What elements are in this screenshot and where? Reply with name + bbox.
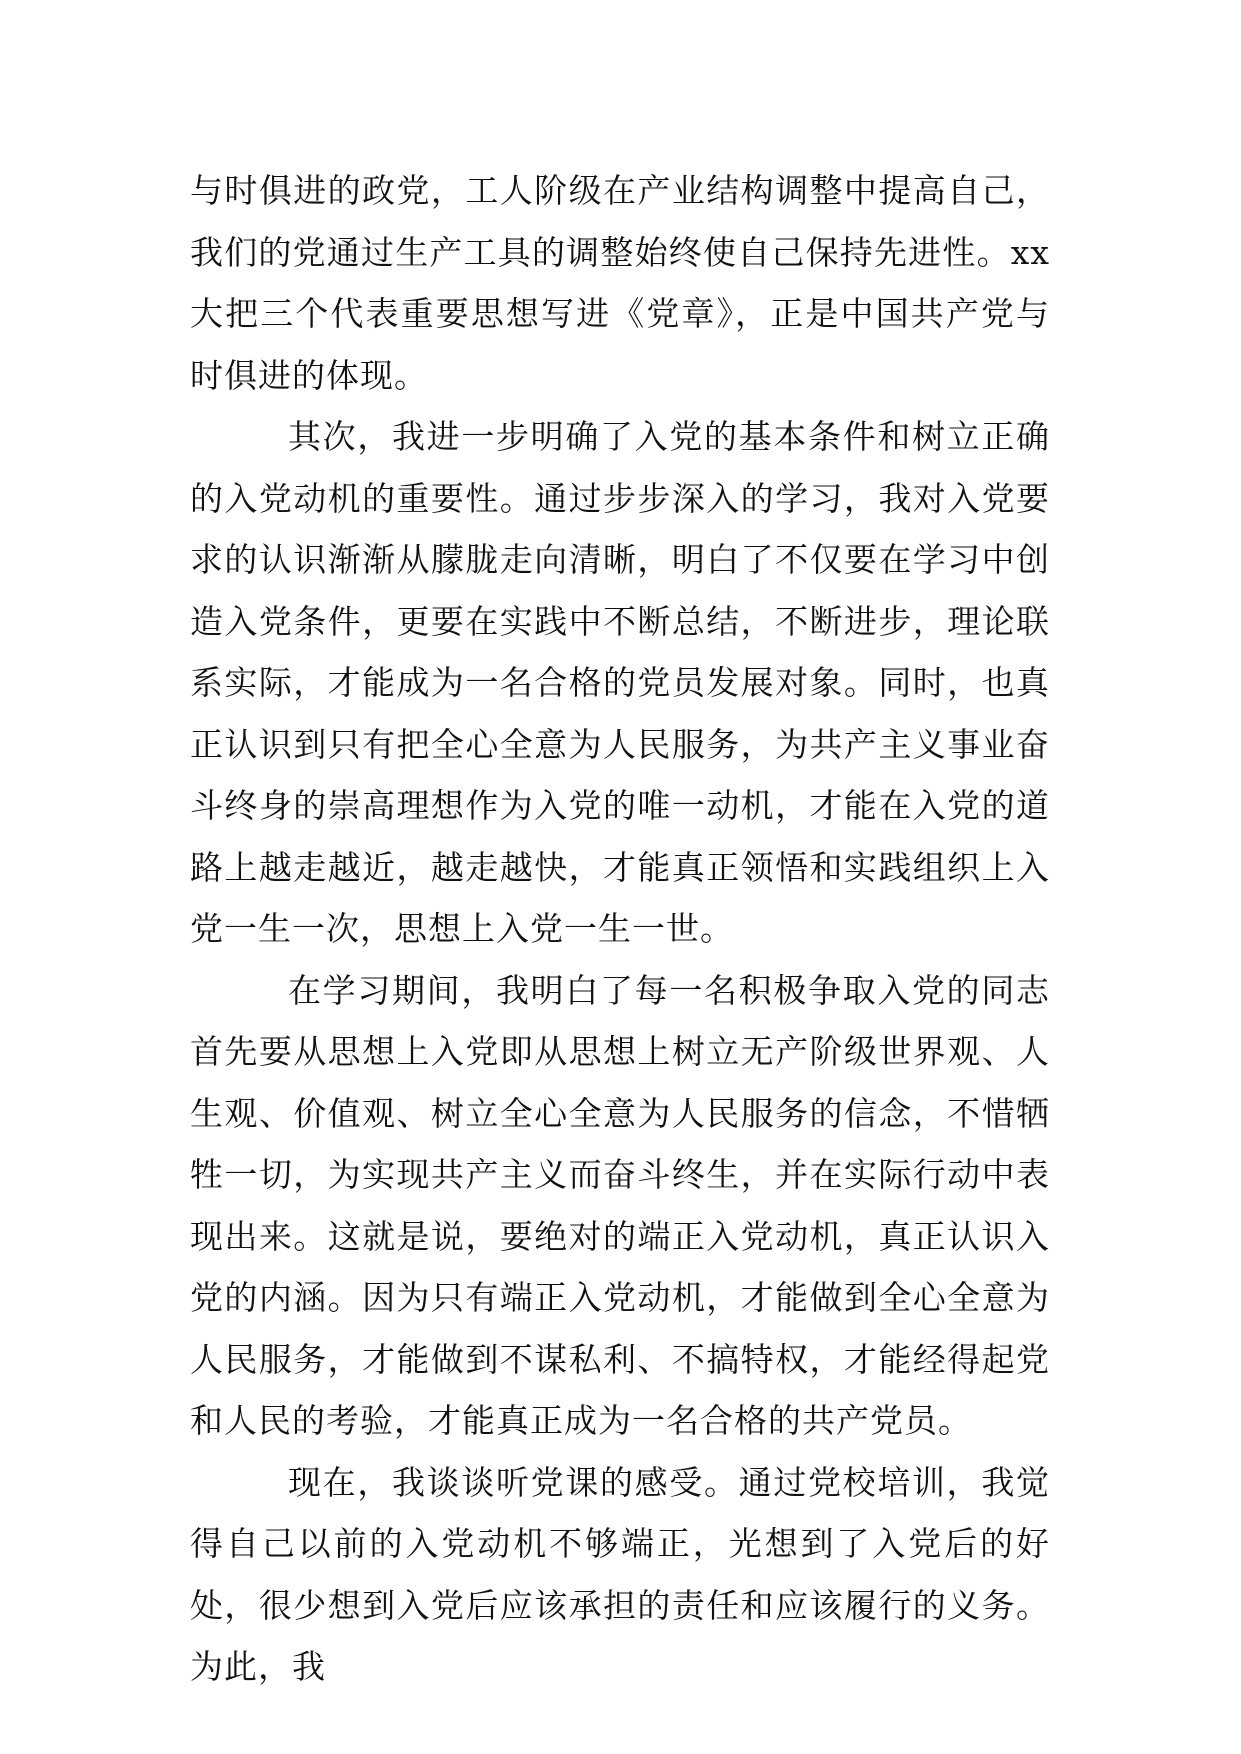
paragraph-continuation: 与时俱进的政党，工人阶级在产业结构调整中提高自己，我们的党通过生产工具的调整始终使自己保持先进性。xx 大把三个代表重要思想写进《党章》，正是中国共产党与时俱进的体现。 <box>190 171 1050 395</box>
paragraph-party-class-feelings: 现在，我谈谈听党课的感受。通过党校培训，我觉得自己以前的入党动机不够端正，光想到了入党后的好处，很少想到入党后应该承担的责任和应该履行的义务。为此，我 <box>190 1462 1050 1686</box>
paragraph-entry-motivation: 其次，我进一步明确了入党的基本条件和树立正确的入党动机的重要性。通过步步深入的学习，我对入党要求的认识渐渐从朦胧走向清晰，明白了不仅要在学习中创造入党条件，更要在实践中不断总结，不断进步，理论联系实际，才能成为一名合格的党员发展对象。同时，也真正认识到只有把全心全意为人民服务，为共产主义事业奋斗终身的崇高理想作为入党的唯一动机，才能在入党的道路上越走越近，越走越快，才能真正领悟和实践组织上入党一生一次，思想上入党一生一世。 <box>190 417 1050 948</box>
document-body <box>190 160 1050 1698</box>
paragraph-study-period: 在学习期间，我明白了每一名积极争取入党的同志首先要从思想上入党即从思想上树立无产阶级世界观、人生观、价值观、树立全心全意为人民服务的信念，不惜牺牲一切，为实现共产主义而奋斗终生，并在实际行动中表现出来。这就是说，要绝对的端正入党动机，真正认识入党的内涵。因为只有端正入党动机，才能做到全心全意为人民服务，才能做到不谋私利、不搞特权，才能经得起党和人民的考验，才能真正成为一名合格的共产党员。 <box>190 970 1050 1440</box>
